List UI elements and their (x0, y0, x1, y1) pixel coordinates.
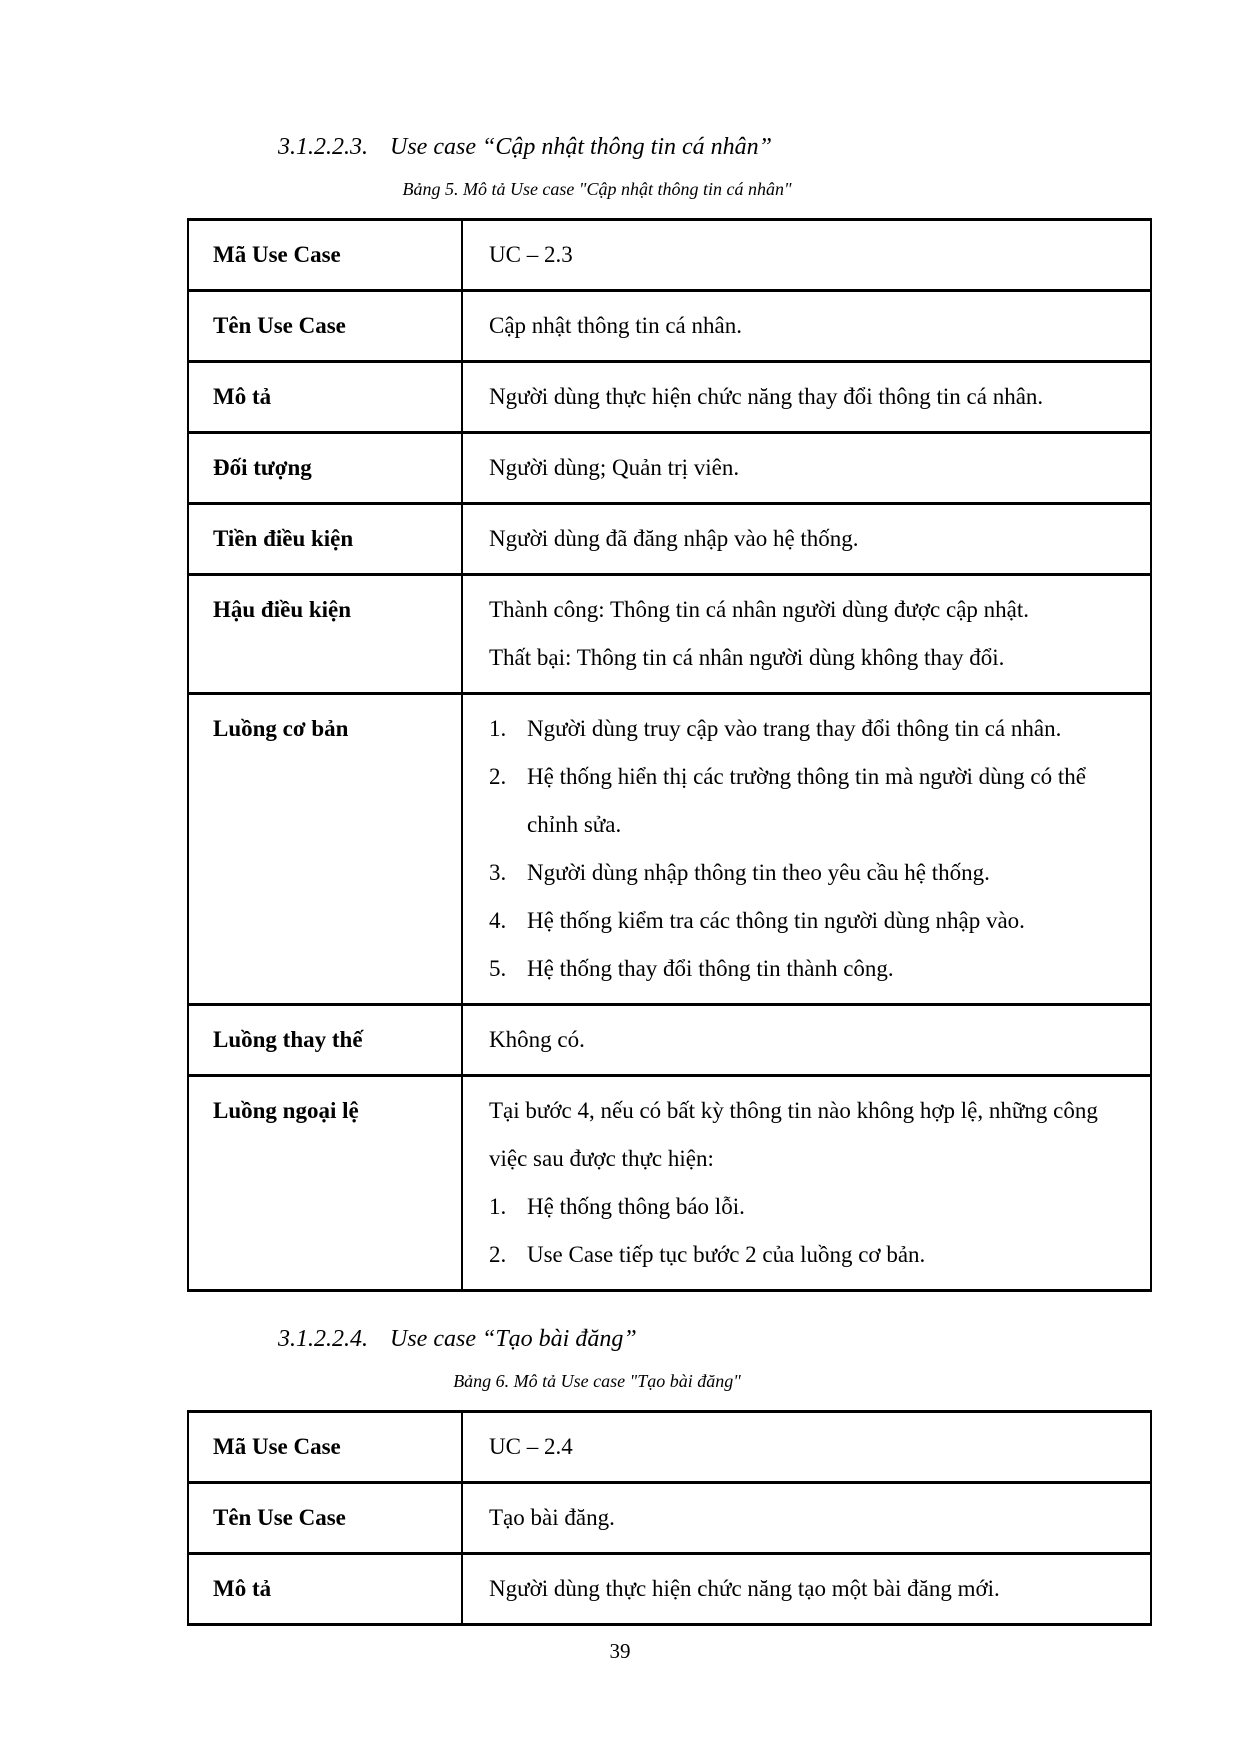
use-case-table-1 (187, 218, 1152, 1292)
table-row (188, 575, 1151, 694)
row-value: Cập nhật thông tin cá nhân. (489, 313, 742, 338)
row-value-line: Thành công: Thông tin cá nhân người dùng được cập nhật. (489, 597, 1030, 622)
row-label-cell (188, 362, 462, 433)
row-label-cell (188, 504, 462, 575)
row-label: Mã Use Case (213, 242, 341, 267)
row-label: Mô tả (213, 1576, 272, 1601)
row-label-cell (188, 1412, 462, 1483)
row-label-cell (188, 1554, 462, 1625)
row-value: Tạo bài đăng. (489, 1505, 615, 1530)
table-row (188, 1412, 1151, 1483)
table-row (188, 1483, 1151, 1554)
row-value-cell (462, 1412, 1151, 1483)
exception-flow-list (489, 1183, 1126, 1279)
row-label-cell (188, 1005, 462, 1076)
section-2 (187, 1322, 1152, 1626)
row-value-cell (462, 575, 1151, 694)
row-value: Người dùng đã đăng nhập vào hệ thống. (489, 526, 859, 551)
row-value-cell (462, 1554, 1151, 1625)
row-value: Người dùng; Quản trị viên. (489, 455, 740, 480)
row-label: Mô tả (213, 384, 272, 409)
row-value-cell (462, 220, 1151, 291)
list-item: Hệ thống hiển thị các trường thông tin mà người dùng có thể chỉnh sửa. (527, 764, 1086, 837)
table-row (188, 362, 1151, 433)
row-value-cell (462, 504, 1151, 575)
list-item: Use Case tiếp tục bước 2 của luồng cơ bản. (527, 1242, 926, 1267)
row-label: Luồng cơ bản (213, 716, 349, 741)
section-number: 3.1.2.2.3. (278, 134, 368, 160)
row-value-cell (462, 1076, 1151, 1291)
use-case-table-2 (187, 1410, 1152, 1626)
table-row (188, 694, 1151, 1005)
row-value-cell (462, 1005, 1151, 1076)
table-row (188, 433, 1151, 504)
table-row (188, 1076, 1151, 1291)
table-caption-wrap (187, 176, 1007, 202)
row-label-cell (188, 291, 462, 362)
section-number: 3.1.2.2.4. (278, 1326, 368, 1352)
list-item: Hệ thống kiểm tra các thông tin người dùng nhập vào. (527, 908, 1025, 933)
row-label-cell (188, 575, 462, 694)
row-label-cell (188, 1076, 462, 1291)
row-value: Người dùng thực hiện chức năng tạo một bài đăng mới. (489, 1576, 1000, 1601)
page-content (187, 130, 1152, 1626)
row-label: Mã Use Case (213, 1434, 341, 1459)
row-label: Luồng thay thế (213, 1027, 363, 1052)
row-label: Đối tượng (213, 455, 312, 480)
row-label: Tiền điều kiện (213, 526, 354, 551)
section-title: Use case “Cập nhật thông tin cá nhân” (390, 134, 772, 160)
row-label: Tên Use Case (213, 1505, 346, 1530)
row-value: UC – 2.4 (489, 1434, 573, 1459)
row-label-cell (188, 694, 462, 1005)
row-label-cell (188, 433, 462, 504)
section-heading-1 (187, 130, 1152, 164)
section-heading-2 (187, 1322, 1152, 1356)
row-value: Không có. (489, 1027, 585, 1052)
table-row (188, 220, 1151, 291)
table-row (188, 504, 1151, 575)
row-value-line: Thất bại: Thông tin cá nhân người dùng không thay đổi. (489, 645, 1005, 670)
row-value: Người dùng thực hiện chức năng thay đổi thông tin cá nhân. (489, 384, 1044, 409)
table-caption-2: Bảng 6. Mô tả Use case "Tạo bài đăng" (453, 1371, 741, 1391)
row-label-cell (188, 220, 462, 291)
row-value: UC – 2.3 (489, 242, 573, 267)
table-row (188, 1005, 1151, 1076)
table-caption-1: Bảng 5. Mô tả Use case "Cập nhật thông tin cá nhân" (402, 179, 792, 199)
basic-flow-list (489, 705, 1126, 993)
row-label: Luồng ngoại lệ (213, 1098, 359, 1123)
page-number: 39 (609, 1639, 631, 1663)
row-value-cell (462, 694, 1151, 1005)
table-row (188, 1554, 1151, 1625)
list-item: Hệ thống thay đổi thông tin thành công. (527, 956, 894, 981)
list-item: Hệ thống thông báo lỗi. (527, 1194, 745, 1219)
table-row (188, 291, 1151, 362)
row-value-cell (462, 1483, 1151, 1554)
section-title: Use case “Tạo bài đăng” (390, 1326, 637, 1352)
list-item: Người dùng nhập thông tin theo yêu cầu hệ thống. (527, 860, 990, 885)
row-value-cell (462, 362, 1151, 433)
list-item: Người dùng truy cập vào trang thay đổi thông tin cá nhân. (527, 716, 1062, 741)
exception-flow-intro: Tại bước 4, nếu có bất kỳ thông tin nào không hợp lệ, những công việc sau được thực hiện: (489, 1098, 1098, 1171)
row-value-cell (462, 291, 1151, 362)
row-label: Hậu điều kiện (213, 597, 352, 622)
row-value-cell (462, 433, 1151, 504)
table-caption-wrap (187, 1368, 1007, 1394)
row-label: Tên Use Case (213, 313, 346, 338)
row-label-cell (188, 1483, 462, 1554)
